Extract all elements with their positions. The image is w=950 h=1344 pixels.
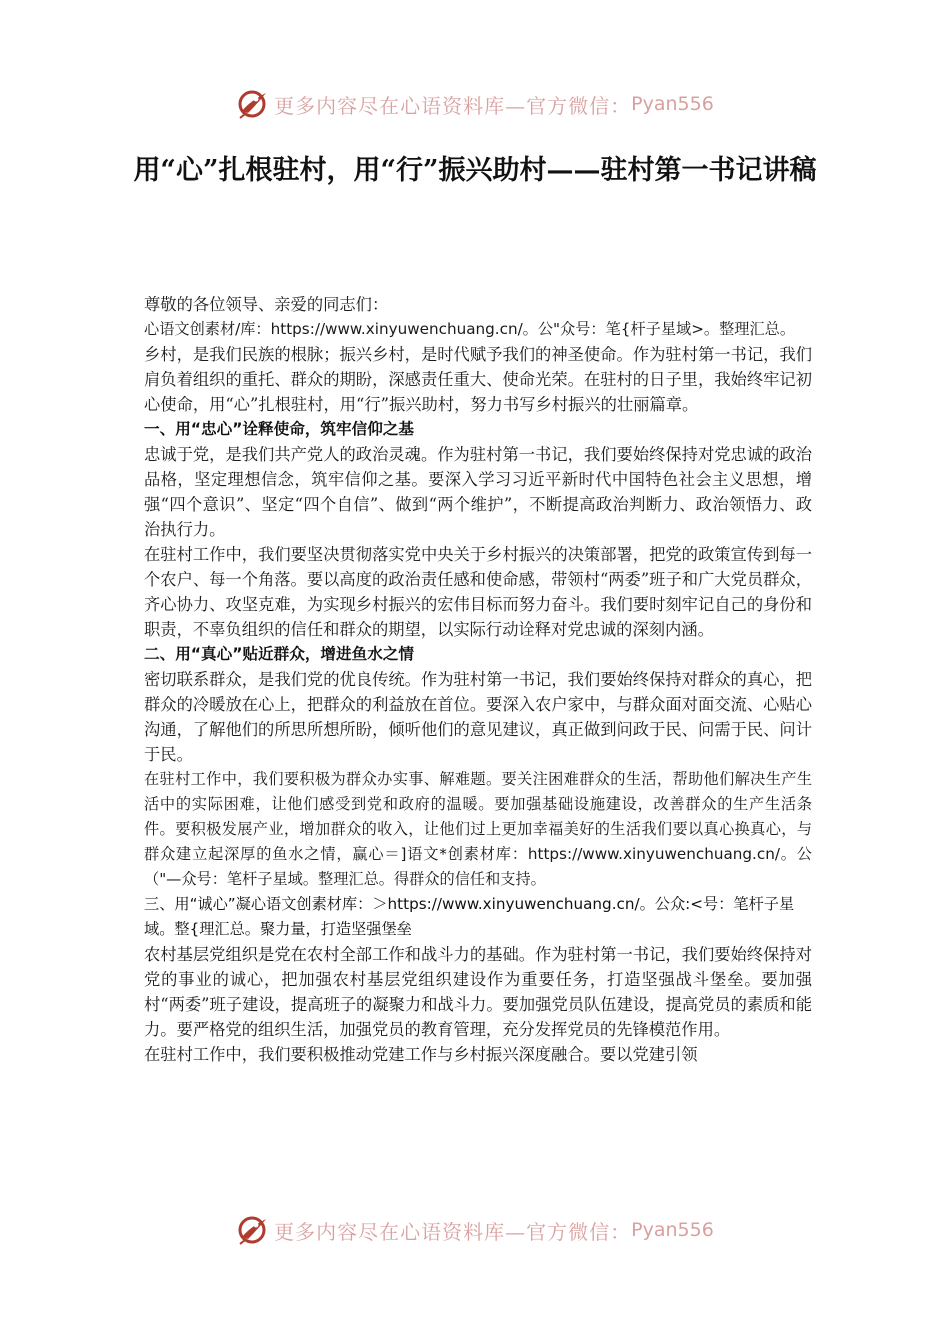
- header-banner: [0, 84, 950, 124]
- banner-wechat-id: Pyan556: [631, 1219, 714, 1241]
- banner-text: 更多内容尽在心语资料库—官方微信：: [274, 1219, 632, 1244]
- paragraph: 密切联系群众，是我们党的优良传统。作为驻村第一书记，我们要始终保持对群众的真心，把群众的冷暖放在心上，把群众的利益放在首位。要深入农户家中，与群众面对面交流、心贴心沟通，了解他们的所思所想所盼，倾听他们的意见建议，真正做到问政于民、问需于民、问计于民。: [144, 670, 812, 764]
- section-heading-2: 二、用“真心”贴近群众，增进鱼水之情: [144, 645, 414, 663]
- paragraph-intro: 乡村，是我们民族的根脉；振兴乡村，是时代赋予我们的神圣使命。作为驻村第一书记，我们肩负着组织的重托、群众的期盼，深感责任重大、使命光荣。在驻村的日子里，我始终牢记初心使命，用“心”扎根驻村，用“行”振兴助村，努力书写乡村振兴的壮丽篇章。: [144, 345, 812, 414]
- footer-banner: [0, 1210, 950, 1250]
- paragraph-truncated: 在驻村工作中，我们要积极推动党建工作与乡村振兴深度融合。要以党建引领: [144, 1045, 698, 1064]
- section-heading-3: 三、用“诚心”凝心语文创素材库：＞https://www.xinyuwenchuang.cn/。公众:<号：笔杆子星域。整{理汇总。聚力量，打造坚强堡垒: [144, 895, 795, 938]
- salutation: 尊敬的各位领导、亲爱的同志们：: [144, 295, 389, 314]
- paragraph-with-watermark: 在驻村工作中，我们要积极为群众办实事、解难题。要关注困难群众的生活，帮助他们解决生产生活中的实际困难，让他们感受到党和政府的温暖。要加强基础设施建设，改善群众的生产生活条件。要积极发展产业，增加群众的收入，让他们过上更加幸福美好的生活我们要以真心换真心，与群众建立起深厚的鱼水之情，赢心＝]语文*创素材库：https://www.xinyuwenchuang.cn/。公（"—众号：笔杆子星域。整理汇总。得群众的信任和支持。: [144, 770, 812, 888]
- banner-text: 更多内容尽在心语资料库—官方微信：: [274, 93, 632, 118]
- document-body: [144, 292, 812, 1067]
- document-title: 用“心”扎根驻村，用“行”振兴助村——驻村第一书记讲稿: [133, 155, 817, 186]
- paragraph: 在驻村工作中，我们要坚决贯彻落实党中央关于乡村振兴的决策部署，把党的政策宣传到每一个农户、每一个角落。要以高度的政治责任感和使命感，带领村“两委”班子和广大党员群众，齐心协力、攻坚克难，为实现乡村振兴的宏伟目标而努力奋斗。我们要时刻牢记自己的身份和职责，不辜负组织的信任和群众的期望，以实际行动诠释对党忠诚的深刻内涵。: [144, 545, 812, 639]
- logo-icon: [236, 87, 270, 121]
- paragraph: 农村基层党组织是党在农村全部工作和战斗力的基础。作为驻村第一书记，我们要始终保持对党的事业的诚心，把加强农村基层党组织建设作为重要任务，打造坚强战斗堡垒。要加强村“两委”班子建设，提高班子的凝聚力和战斗力。要加强党员队伍建设，提高党员的素质和能力。要严格党的组织生活，加强党员的教育管理，充分发挥党员的先锋模范作用。: [144, 945, 812, 1039]
- logo-icon: [236, 1213, 270, 1247]
- paragraph: 忠诚于党，是我们共产党人的政治灵魂。作为驻村第一书记，我们要始终保持对党忠诚的政治品格，坚定理想信念，筑牢信仰之基。要深入学习习近平新时代中国特色社会主义思想，增强“四个意识”、坚定“四个自信”、做到“两个维护”，不断提高政治判断力、政治领悟力、政治执行力。: [144, 445, 812, 539]
- section-heading-1: 一、用“忠心”诠释使命，筑牢信仰之基: [144, 420, 414, 438]
- banner-wechat-id: Pyan556: [631, 93, 714, 115]
- watermark-line: 心语文创素材/库：https://www.xinyuwenchuang.cn/。公"众号：笔{杆子星域>。整理汇总。: [144, 320, 796, 338]
